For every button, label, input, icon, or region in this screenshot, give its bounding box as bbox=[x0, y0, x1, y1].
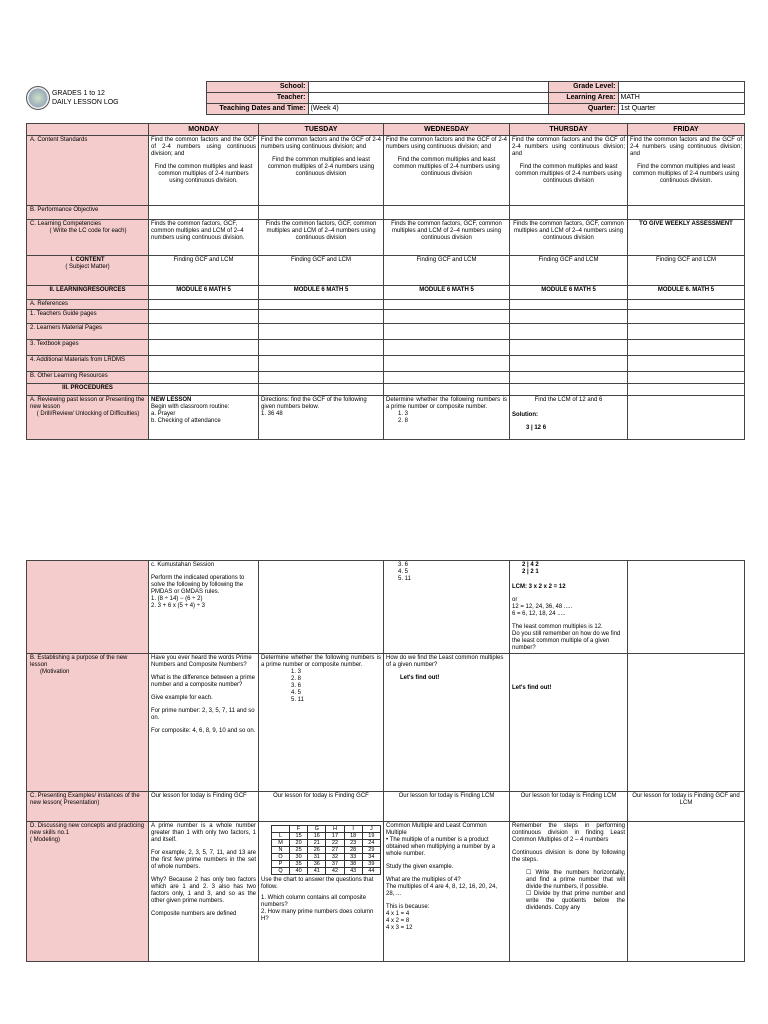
rev-thu-2: Solution: bbox=[512, 412, 538, 418]
rev-wed-1: Determine whether the following numbers is a prime number or composite number. bbox=[386, 397, 507, 410]
number-chart-cell: 35 bbox=[289, 861, 307, 868]
additional-label: 4. Additional Materials from LRDMS bbox=[27, 356, 149, 372]
pres-wed: Our lesson for today is Finding LCM bbox=[384, 792, 510, 822]
rev-mon-3: b. Checking of attendance bbox=[151, 418, 221, 424]
number-chart-cell: 39 bbox=[362, 861, 380, 868]
number-chart-row bbox=[272, 840, 381, 847]
content-tue: Finding GCF and LCM bbox=[259, 256, 384, 286]
pur-tue-item: 3. 6 bbox=[291, 683, 302, 689]
presenting-label: C. Presenting Examples/ instances of the new lesson( Presentation) bbox=[27, 792, 149, 822]
number-chart-cell: J bbox=[362, 826, 380, 833]
cs-tue-2: Find the common multiples and least common multiples of 2-4 numbers using continuous division bbox=[267, 157, 375, 177]
number-chart-cell: 17 bbox=[326, 833, 344, 840]
number-chart-cell: 42 bbox=[326, 868, 344, 875]
number-chart-cell: 44 bbox=[362, 868, 380, 875]
resources-fri: MODULE 6. MATH 5 bbox=[628, 286, 745, 300]
references-label: A. References bbox=[27, 300, 149, 310]
lc-mon: Finds the common factors, GCF, common multiples and LCM of 2–4 numbers using continuous division. bbox=[149, 220, 259, 256]
dis-mon-1: A prime number is a whole number greater than 1 with only two factors, 1 and itself. bbox=[151, 823, 256, 843]
rev-wed-2: 1. 3 bbox=[398, 411, 409, 417]
cont-thu-2: 2 | 2 1 bbox=[522, 569, 539, 575]
references-row bbox=[27, 300, 745, 310]
day-thursday: THURSDAY bbox=[510, 124, 628, 136]
dis-mon-3: Why? Because 2 has only two factors which are 1 and 2. 3 also has two factors only, 1 and 3, and so as the other given prime numbers. bbox=[151, 877, 256, 904]
resources-label: II. LEARNINGRESOURCES bbox=[27, 286, 149, 300]
cont-mon-1: c. Kumustahan Session bbox=[151, 562, 215, 568]
cs-fri-2: Find the common multiples and least common multiples of 2-4 numbers using continuous division. bbox=[632, 164, 740, 184]
dis-wed-4: What are the multiples of 4? bbox=[386, 877, 461, 883]
pur-mon-1: Have you ever heard the words Prime Numbers and Composite Numbers? bbox=[151, 655, 252, 668]
pur-thu-1: Let's find out! bbox=[512, 685, 552, 691]
quarter-label: Quarter: bbox=[548, 104, 618, 115]
learners-material-row bbox=[27, 324, 745, 340]
dis-tue-1: Use the chart to answer the questions that follow. bbox=[261, 877, 374, 890]
number-chart-cell: 30 bbox=[289, 854, 307, 861]
competencies-row bbox=[27, 220, 745, 256]
cs-thu-1: Find the common factors and the GCF of 2-4 numbers using continuous division; and bbox=[512, 137, 625, 157]
resources-thu: MODULE 6 MATH 5 bbox=[510, 286, 628, 300]
procedures-row bbox=[27, 384, 745, 396]
number-chart-cell: 23 bbox=[344, 840, 362, 847]
dis-wed-6: This is because: bbox=[386, 904, 430, 910]
cs-wed-1: Find the common factors and the GCF of 2-4 numbers using continuous division; and bbox=[386, 137, 507, 150]
number-chart-cell: 18 bbox=[344, 833, 362, 840]
number-chart-cell: 38 bbox=[344, 861, 362, 868]
pres-tue: Our lesson for today is Finding GCF bbox=[259, 792, 384, 822]
number-chart-cell: 22 bbox=[326, 840, 344, 847]
cs-mon-1: Find the common factors and the GCF of 2-4 numbers using continuous division; and bbox=[151, 137, 256, 157]
cs-thu-2: Find the common multiples and least common multiples of 2-4 numbers using continuous division bbox=[515, 164, 622, 184]
presenting-row bbox=[27, 792, 745, 822]
discussing-label-1: D. Discussing new concepts and practicing new skills no.1 bbox=[30, 823, 145, 836]
day-tuesday: TUESDAY bbox=[259, 124, 384, 136]
pur-mon-2: What is the difference between a prime number and a composite number? bbox=[151, 675, 255, 688]
rev-wed-3: 2. 8 bbox=[398, 418, 409, 424]
number-chart-cell: 16 bbox=[308, 833, 326, 840]
number-chart-cell: 40 bbox=[289, 868, 307, 875]
resources-wed: MODULE 6 MATH 5 bbox=[384, 286, 510, 300]
cont-wed-2: 4. 5 bbox=[398, 569, 409, 575]
procedures-label: III. PROCEDURES bbox=[27, 384, 149, 396]
dis-tue-2: 1. Which column contains all composite numbers? bbox=[261, 895, 367, 908]
cont-wed-1: 3. 6 bbox=[398, 562, 409, 568]
dis-thu-1: Remember the steps in performing continuous division in finding Least Common Multiples of 2 – 4 numbers bbox=[512, 823, 625, 843]
pur-mon-4: For prime number: 2, 3, 5, 7, 11 and so on. bbox=[151, 708, 255, 721]
purpose-row bbox=[27, 654, 745, 792]
number-chart-cell: I bbox=[344, 826, 362, 833]
content-row bbox=[27, 256, 745, 286]
dis-tue-3: 2. How many prime numbers does column H? bbox=[261, 909, 374, 922]
performance-label: B. Performance Objective bbox=[27, 206, 149, 220]
purpose-label-1: B. Establishing a purpose of the new lesson bbox=[30, 655, 128, 668]
page-2 bbox=[26, 560, 744, 962]
number-chart-cell: F bbox=[289, 826, 307, 833]
number-chart-cell: 43 bbox=[344, 868, 362, 875]
school-label: School: bbox=[206, 82, 308, 93]
number-chart-cell: 26 bbox=[308, 847, 326, 854]
content-fri: Finding GCF and LCM bbox=[628, 256, 745, 286]
rev-tue-1: Directions: find the GCF of the following given numbers below. bbox=[261, 397, 367, 410]
pur-tue-item: 2. 8 bbox=[291, 676, 302, 682]
pur-mon-3: Give example for each. bbox=[151, 695, 213, 701]
number-chart-cell: 31 bbox=[308, 854, 326, 861]
pres-thu: Our lesson for today is Finding LCM bbox=[510, 792, 628, 822]
learners-material-label: 2. Learners Material Pages bbox=[27, 324, 149, 340]
pur-tue-item: 1. 3 bbox=[291, 669, 302, 675]
pur-tue-item: 4. 5 bbox=[291, 690, 302, 696]
cont-thu-7: The least common multiples is 12. bbox=[512, 624, 603, 630]
number-chart-cell: 32 bbox=[326, 854, 344, 861]
competencies-sub: ( Write the LC code for each) bbox=[49, 228, 127, 234]
number-chart-cell: G bbox=[308, 826, 326, 833]
rev-thu-1: Find the LCM of 12 and 6 bbox=[534, 397, 603, 403]
day-monday: MONDAY bbox=[149, 124, 259, 136]
dates-value: (Week 4) bbox=[308, 104, 548, 115]
continuation-row bbox=[27, 561, 745, 654]
number-chart-cell: P bbox=[272, 861, 290, 868]
number-chart-cell: 36 bbox=[308, 861, 326, 868]
number-chart-cell: O bbox=[272, 854, 290, 861]
log-title: DAILY LESSON LOG bbox=[51, 99, 119, 106]
dis-wed-1: Common Multiple and Least Common Multiple bbox=[386, 823, 487, 836]
cont-mon-2: Perform the indicated operations to solve the following by following the PMDAS or GMDAS rules. bbox=[151, 575, 245, 595]
content-standards-label: A. Content Standards bbox=[27, 136, 149, 206]
pur-tue-1: Determine whether the following numbers is a prime number or composite number. bbox=[261, 655, 381, 668]
grades-label: GRADES 1 to 12 bbox=[51, 90, 105, 97]
discussing-label-2: ( Modeling) bbox=[30, 837, 61, 843]
page-1 bbox=[26, 81, 744, 440]
number-chart-row bbox=[272, 854, 381, 861]
rev-thu-3: 3 | 12 6 bbox=[526, 425, 547, 431]
number-chart-cell: 21 bbox=[308, 840, 326, 847]
lesson-table-2 bbox=[26, 560, 745, 962]
day-wednesday: WEDNESDAY bbox=[384, 124, 510, 136]
cs-wed-2: Find the common multiples and least common multiples of 2-4 numbers using continuous division bbox=[393, 157, 500, 177]
number-chart-row bbox=[272, 861, 381, 868]
number-chart-cell: H bbox=[326, 826, 344, 833]
number-chart-cell: 37 bbox=[326, 861, 344, 868]
reviewing-label-2: ( Drill/Review/ Unlocking of Difficulties) bbox=[36, 411, 140, 417]
number-chart-row bbox=[272, 833, 381, 840]
textbook-label: 3. Textbook pages bbox=[27, 340, 149, 356]
dis-wed-5: The multiples of 4 are 4, 8, 12, 16, 20, 24, 28, ... bbox=[386, 884, 498, 897]
number-chart-cell: Q bbox=[272, 868, 290, 875]
number-chart-cell: 27 bbox=[326, 847, 344, 854]
resources-row bbox=[27, 286, 745, 300]
pur-mon-5: For composite: 4, 6, 8, 9, 10 and so on. bbox=[151, 728, 256, 734]
dis-wed-7: 4 x 1 = 4 bbox=[386, 911, 410, 917]
rev-mon-2: a. Prayer bbox=[151, 411, 176, 417]
number-chart-table bbox=[271, 825, 381, 875]
number-chart-row bbox=[272, 847, 381, 854]
number-chart-cell: L bbox=[272, 833, 290, 840]
rev-mon-title: NEW LESSON bbox=[151, 397, 192, 403]
cont-mon-4: 2. 3 + 6 x (5 + 4) ÷ 3 bbox=[151, 603, 205, 609]
resources-mon: MODULE 6 MATH 5 bbox=[149, 286, 259, 300]
number-chart-cell bbox=[272, 826, 290, 833]
number-chart-row bbox=[272, 826, 381, 833]
dis-mon-2: For example, 2, 3, 5, 7, 11, and 13 are the first few prime numbers in the set of whole numbers. bbox=[151, 850, 256, 870]
resources-tue: MODULE 6 MATH 5 bbox=[259, 286, 384, 300]
lesson-table-1 bbox=[26, 123, 745, 440]
reviewing-row bbox=[27, 396, 745, 440]
cont-thu-4: or bbox=[512, 597, 518, 603]
number-chart-cell: 20 bbox=[289, 840, 307, 847]
day-header-blank bbox=[27, 124, 149, 136]
cont-thu-6: 6 = 6, 12, 18, 24 ..... bbox=[512, 611, 566, 617]
cont-wed-3: 5. 11 bbox=[398, 576, 411, 582]
grade-level-label: Grade Level: bbox=[548, 82, 618, 93]
learning-area-label: Learning Area: bbox=[548, 93, 618, 104]
deped-seal-icon bbox=[26, 86, 50, 110]
teachers-guide-row bbox=[27, 310, 745, 324]
dis-thu-3: ☐ Write the numbers horizontally, and find a prime number that will divide the numbers, if possible. bbox=[512, 870, 625, 891]
cs-mon-2: Find the common multiples and least common multiples of 2-4 numbers using continuous division. bbox=[154, 164, 253, 184]
number-chart-cell: 19 bbox=[362, 833, 380, 840]
pur-wed-1: How do we find the Least common multiples of a given number? bbox=[386, 655, 504, 668]
additional-row bbox=[27, 356, 745, 372]
pur-wed-2: Let's find out! bbox=[400, 675, 440, 681]
header-table bbox=[26, 81, 745, 115]
dis-wed-2: • The multiple of a number is a product obtained when multiplying a number by a whole number. bbox=[386, 837, 496, 857]
lc-fri: TO GIVE WEEKLY ASSESSMENT bbox=[628, 220, 745, 256]
reviewing-label-1: A. Reviewing past lesson or Presenting the new lesson bbox=[30, 397, 145, 410]
number-chart-cell: 29 bbox=[362, 847, 380, 854]
cont-thu-3: LCM: 3 x 2 x 2 = 12 bbox=[512, 584, 566, 590]
teacher-value[interactable] bbox=[308, 93, 548, 104]
cont-thu-5: 12 = 12, 24, 36, 48 ..... bbox=[512, 604, 573, 610]
rev-tue-2: 1. 36 48 bbox=[261, 411, 283, 417]
dis-wed-3: Study the given example. bbox=[386, 864, 454, 870]
discussing-row bbox=[27, 822, 745, 962]
cont-mon-3: 1. (8 ÷ 14) − (6 ÷ 2) bbox=[151, 596, 203, 602]
content-label: I. CONTENT bbox=[70, 257, 105, 263]
number-chart-cell: 41 bbox=[308, 868, 326, 875]
content-thu: Finding GCF and LCM bbox=[510, 256, 628, 286]
cont-thu-1: 2 | 4 2 bbox=[522, 562, 539, 568]
day-header-row bbox=[27, 124, 745, 136]
grade-level-value[interactable] bbox=[618, 82, 744, 93]
number-chart-cell: M bbox=[272, 840, 290, 847]
content-sub: ( Subject Matter) bbox=[65, 264, 110, 270]
number-chart-cell: 28 bbox=[344, 847, 362, 854]
number-chart-cell: 33 bbox=[344, 854, 362, 861]
school-value[interactable] bbox=[308, 82, 548, 93]
number-chart-cell: 24 bbox=[362, 840, 380, 847]
textbook-row bbox=[27, 340, 745, 356]
pur-tue-item: 5. 11 bbox=[291, 697, 304, 703]
number-chart-cell: 34 bbox=[362, 854, 380, 861]
cs-tue-1: Find the common factors and the GCF of 2-4 numbers using continuous division; and bbox=[261, 137, 381, 150]
content-standards-row bbox=[27, 136, 745, 206]
content-wed: Finding GCF and LCM bbox=[384, 256, 510, 286]
lc-wed: Finds the common factors, GCF, common multiples and LCM of 2–4 numbers using continuous division bbox=[384, 220, 510, 256]
dis-wed-8: 4 x 2 = 8 bbox=[386, 918, 410, 924]
other-resources-row bbox=[27, 372, 745, 384]
number-chart-row bbox=[272, 868, 381, 875]
number-chart-cell: 25 bbox=[289, 847, 307, 854]
competencies-label: C. Learning Competencies bbox=[30, 221, 102, 227]
learning-area-value: MATH bbox=[618, 93, 744, 104]
quarter-value: 1st Quarter bbox=[618, 104, 744, 115]
teachers-guide-label: 1. Teachers Guide pages bbox=[27, 310, 149, 324]
lc-tue: Finds the common factors, GCF, common multiples and LCM of 2–4 numbers using continuous division bbox=[259, 220, 384, 256]
number-chart-cell: N bbox=[272, 847, 290, 854]
other-resources-label: B. Other Learning Resources bbox=[27, 372, 149, 384]
header-brand bbox=[26, 82, 206, 115]
rev-mon-1: Begin with classroom routine: bbox=[151, 404, 230, 410]
teacher-label: Teacher: bbox=[206, 93, 308, 104]
dis-thu-4: ☐ Divide by that prime number and write the quotients below the dividends. Copy any bbox=[512, 891, 625, 912]
lc-thu: Finds the common factors, GCF, common multiples and LCM of 2–4 numbers using continuous division bbox=[510, 220, 628, 256]
performance-row bbox=[27, 206, 745, 220]
number-chart-cell: 15 bbox=[289, 833, 307, 840]
pres-fri: Our lesson for today is Finding GCF and LCM bbox=[628, 792, 745, 822]
dis-wed-9: 4 x 3 = 12 bbox=[386, 925, 413, 931]
cs-fri-1: Find the common factors and the GCF of 2-4 numbers using continuous division; and bbox=[630, 137, 742, 157]
dates-label: Teaching Dates and Time: bbox=[206, 104, 308, 115]
cont-thu-8: Do you still remember on how do we find the least common multiple of a given number? bbox=[512, 631, 621, 651]
purpose-label-2: (Motivation bbox=[40, 669, 70, 675]
dis-thu-2: Continuous division is done by following the steps. bbox=[512, 850, 625, 863]
content-mon: Finding GCF and LCM bbox=[149, 256, 259, 286]
day-friday: FRIDAY bbox=[628, 124, 745, 136]
pres-mon: Our lesson for today is Finding GCF bbox=[149, 792, 259, 822]
dis-mon-4: Composite numbers are defined bbox=[151, 911, 237, 917]
